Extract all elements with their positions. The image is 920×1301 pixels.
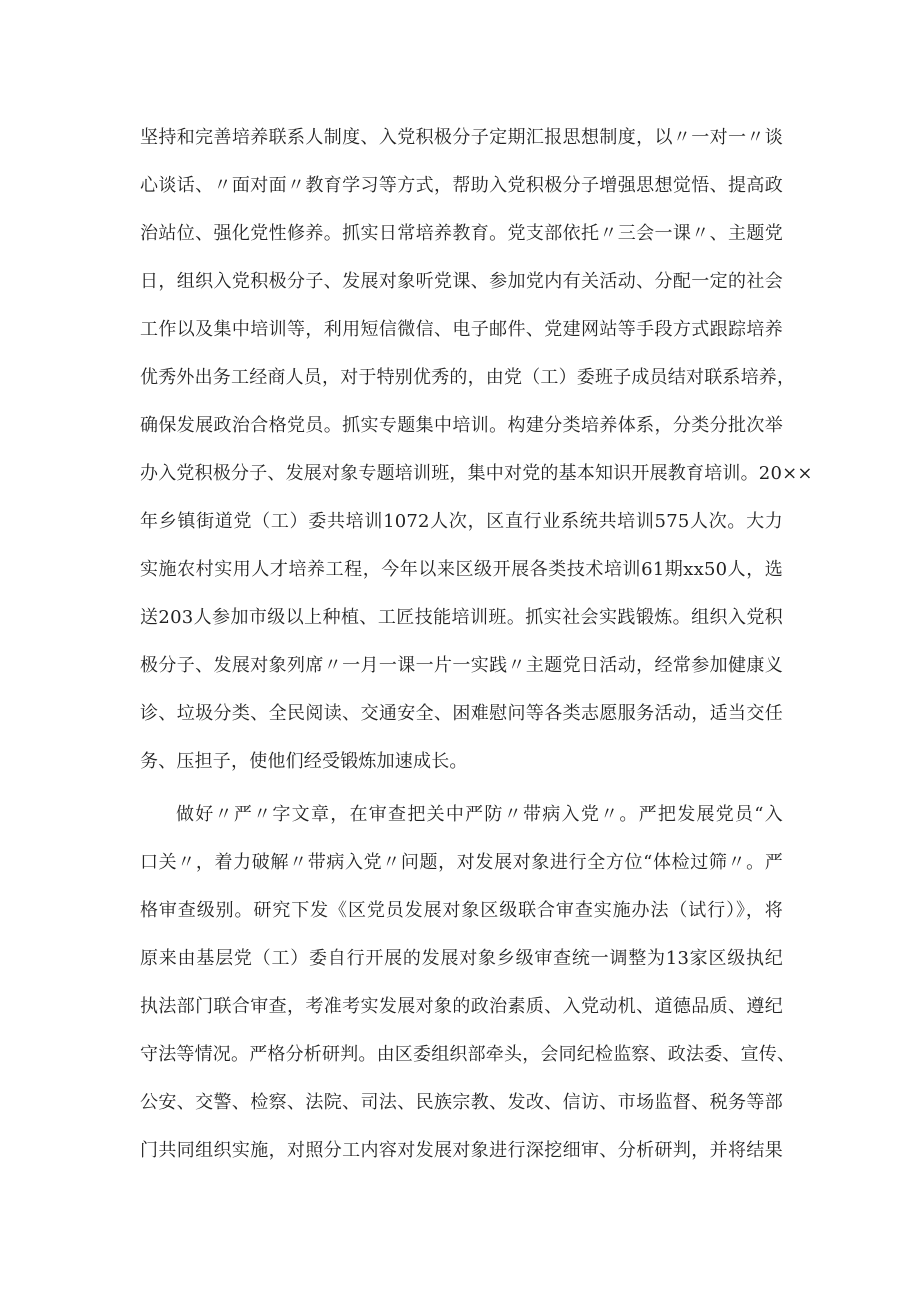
text-line: 坚持和完善培养联系人制度、入党积极分子定期汇报思想制度，以〃一对一〃谈 bbox=[140, 127, 783, 148]
text-line: 日，组织入党积极分子、发展对象听党课、参加党内有关活动、分配一定的社会 bbox=[140, 271, 783, 292]
text-line: 工作以及集中培训等，利用短信微信、电子邮件、党建网站等手段方式跟踪培养 bbox=[140, 319, 783, 340]
text-line: 优秀外出务工经商人员，对于特别优秀的，由党（工）委班子成员结对联系培养， bbox=[140, 367, 796, 388]
text-line: 年乡镇街道党（工）委共培训1072人次，区直行业系统共培训575人次。大力 bbox=[140, 511, 783, 532]
text-line: 办入党积极分子、发展对象专题培训班，集中对党的基本知识开展教育培训。20×× bbox=[140, 463, 813, 484]
text-line: 公安、交警、检察、法院、司法、民族宗教、发改、信访、市场监督、税务等部 bbox=[140, 1092, 783, 1113]
text-line: 送203人参加市级以上种植、工匠技能培训班。抓实社会实践锻炼。组织入党积 bbox=[140, 607, 783, 628]
text-line: 务、压担子，使他们经受锻炼加速成长。 bbox=[140, 751, 468, 772]
text-line: 执法部门联合审查，考准考实发展对象的政治素质、入党动机、道德品质、遵纪 bbox=[140, 996, 783, 1017]
text-line: 治站位、强化党性修养。抓实日常培养教育。党支部依托〃三会一课〃、主题党 bbox=[140, 223, 783, 244]
text-line: 格审查级别。研究下发《区党员发展对象区级联合审查实施办法（试行）》，将 bbox=[140, 900, 783, 921]
text-line: 守法等情况。严格分析研判。由区委组织部牵头，会同纪检监察、政法委、宣传、 bbox=[140, 1044, 796, 1065]
text-line: 极分子、发展对象列席〃一月一课一片一实践〃主题党日活动，经常参加健康义 bbox=[140, 655, 783, 676]
text-line: 口关〃，着力破解〃带病入党〃问题，对发展对象进行全方位“体检过筛〃。严 bbox=[140, 852, 783, 873]
text-line: 诊、垃圾分类、全民阅读、交通安全、困难慰问等各类志愿服务活动，适当交任 bbox=[140, 703, 783, 724]
text-line: 做好〃严〃字文章，在审查把关中严防〃带病入党〃。严把发展党员“入 bbox=[176, 804, 783, 825]
text-line: 确保发展政治合格党员。抓实专题集中培训。构建分类培养体系，分类分批次举 bbox=[140, 415, 783, 436]
text-line: 原来由基层党（工）委自行开展的发展对象乡级审查统一调整为13家区级执纪 bbox=[140, 948, 783, 969]
text-line: 门共同组织实施，对照分工内容对发展对象进行深挖细审、分析研判，并将结果 bbox=[140, 1140, 783, 1161]
text-line: 心谈话、〃面对面〃教育学习等方式，帮助入党积极分子增强思想觉悟、提高政 bbox=[140, 175, 783, 196]
text-line: 实施农村实用人才培养工程，今年以来区级开展各类技术培训61期xx50人，选 bbox=[140, 559, 783, 580]
